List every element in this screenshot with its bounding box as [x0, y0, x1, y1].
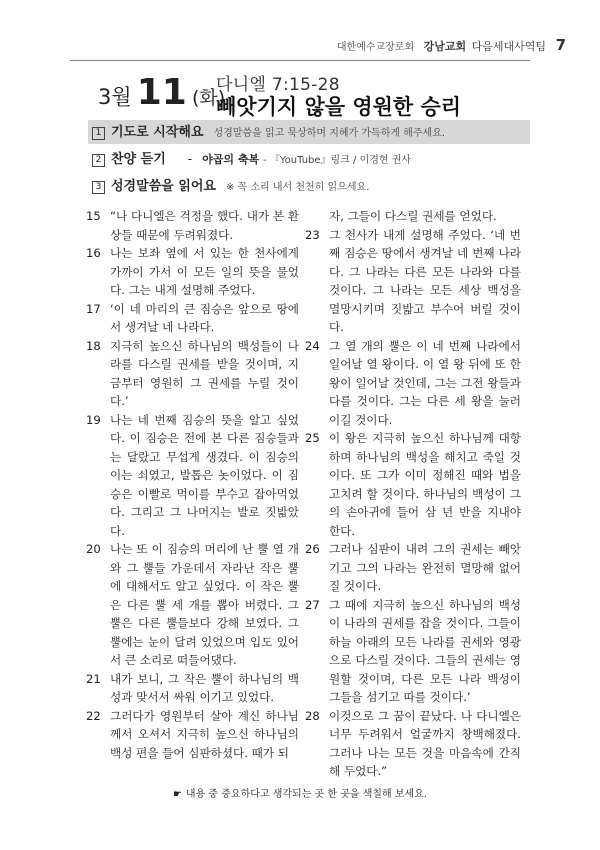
verse — [86, 300, 299, 337]
verse-number: 24 — [305, 338, 320, 353]
verse-number: 20 — [86, 542, 101, 556]
steps-list — [88, 120, 530, 201]
youtube-link[interactable]: - 『YouTube』링크 / 이경현 권사 — [263, 155, 412, 166]
verse — [305, 226, 521, 337]
date-block — [98, 72, 225, 113]
step-desc: 성경말씀을 읽고 묵상하며 지혜가 가득하게 해주세요. — [213, 128, 446, 139]
verse-text: 지극히 높으신 하나님의 백성들이 나라를 다스릴 권세를 받을 것이며, 지금부터 영원히 그 권세를 누릴 것이다.’ — [110, 338, 299, 408]
verse-number: 23 — [305, 227, 320, 242]
verse-number: 21 — [86, 671, 101, 686]
footer-note — [0, 785, 600, 800]
step-label: 찬양 듣기 — [111, 152, 166, 167]
date-day: 11 — [136, 72, 187, 113]
verse-number: 17 — [86, 301, 101, 316]
page-number: 7 — [555, 36, 566, 54]
verse-text: 그러다가 영원부터 살아 계신 하나님께서 오셔서 지극히 높으신 하나님의 백성 편을 들어 심판하셨다. 때가 되 — [110, 708, 299, 760]
step-label: 기도로 시작해요 — [111, 125, 204, 140]
verse-text: “나 다니엘은 걱정을 했다. 내가 본 환상들 때문에 두려워졌다. — [110, 209, 299, 242]
verse-text: 나는 또 이 짐승의 머리에 난 뿔 열 개와 그 뿔들 가운데서 자라난 작은 뿔에 대해서도 알고 싶었다. 이 작은 뿔은 다른 뿔 세 개를 뽑아 버렸다. 그 뿔은 다른 뿔들보다 강해 보였다. 그 뿔에는 눈이 달려 있었으며 입도 있어서 큰 소리로 떠들어댔다. — [110, 542, 299, 667]
verse — [305, 337, 521, 430]
verse — [305, 429, 521, 540]
step-number-box: 2 — [92, 154, 105, 167]
verse — [86, 244, 299, 300]
verse-number: 15 — [86, 209, 101, 223]
verse-number: 28 — [305, 708, 320, 723]
step-number-box: 3 — [92, 181, 105, 194]
verse-number: 19 — [86, 412, 101, 427]
passage-title: 빼앗기지 않을 영원한 승리 — [216, 95, 462, 119]
verse-text: 그 때에 지극히 높으신 하나님의 백성이 나라의 권세를 잡을 것이다. 그들이 하늘 아래의 모든 나라를 권세와 영광으로 다스릴 것이다. 그들의 권세는 영원할 것이며, 다른 모든 나라 백성이 그들을 섬기고 따를 것이다.’ — [329, 597, 521, 704]
verse-number: 22 — [86, 708, 101, 723]
verse — [305, 540, 521, 596]
verses-right-column — [305, 207, 521, 781]
header-divider — [70, 60, 530, 61]
verse — [305, 596, 521, 707]
verse — [86, 411, 299, 541]
verse-text: 이것으로 그 꿈이 끝났다. 나 다니엘은 너무 두려워서 얼굴까지 창백해졌다. 그러나 나는 모든 것을 마음속에 간직해 두었다.” — [329, 708, 521, 778]
verse — [86, 540, 299, 670]
verse — [305, 207, 521, 226]
verse-text: 자, 그들이 다스릴 권세를 얻었다. — [329, 209, 497, 223]
church-name: 강남교회 — [423, 40, 467, 53]
step-desc: ※ 꼭 소리 내서 천천히 읽으세요. — [226, 182, 370, 193]
org-name: 대한예수교장로회 — [336, 42, 415, 53]
verse-number: 18 — [86, 338, 101, 353]
step-dash: - — [187, 152, 193, 166]
verse — [86, 337, 299, 411]
verses-left-column — [86, 207, 299, 762]
step-praise — [88, 147, 530, 171]
verse — [86, 670, 299, 707]
page-header — [337, 36, 566, 54]
verse — [86, 207, 299, 244]
step-prayer — [88, 120, 530, 144]
verse-number: 16 — [86, 246, 101, 260]
verse-text: 그 열 개의 뿔은 이 네 번째 나라에서 일어날 열 왕이다. 이 열 왕 뒤에 또 한 왕이 일어날 것인데, 그는 그전 왕들과 다를 것이다. 그는 다른 세 왕을 눌러 이길 것이다. — [329, 338, 521, 427]
verse-number: 27 — [305, 597, 320, 612]
verse-text: 나는 네 번째 짐승의 뜻을 알고 싶었다. 이 짐승은 전에 본 다른 짐승들과는 달랐고 무섭게 생겼다. 이 짐승의 이는 쇠였고, 발톱은 놋이었다. 이 짐승은 이빨로 먹이를 부수고 잡아먹었다. 그리고 그 나머지는 발로 짓밟았다. — [110, 412, 299, 538]
passage-reference: 다니엘 7:15-28 — [216, 75, 340, 95]
song-title: 야곱의 축복 — [202, 153, 260, 166]
verse-number: 26 — [305, 542, 320, 556]
footer-text: 내용 중 중요하다고 생각되는 곳 한 곳을 색칠해 보세요. — [185, 789, 428, 800]
dept-name: 다음세대사역팀 — [471, 40, 547, 53]
step-label: 성경말씀을 읽어요 — [111, 179, 216, 194]
verse — [305, 707, 521, 781]
verse-text: ‘이 네 마리의 큰 짐승은 앞으로 땅에서 생겨날 네 나라다. — [110, 301, 299, 334]
date-month: 3월 — [98, 85, 132, 109]
pointing-hand-icon: ☛ — [172, 789, 182, 800]
verse-text: 그 천사가 내게 설명해 주었다. ‘네 번째 짐승은 땅에서 생겨날 네 번째 나라다. 그 나라는 다른 모든 나라와 다를 것이다. 그 나라는 모든 세상 백성을 멸망시키며 짓밟고 부수어 버릴 것이다. — [329, 227, 521, 334]
verse-number: 25 — [305, 431, 320, 445]
verse-text: 이 왕은 지극히 높으신 하나님께 대항하며 하나님의 백성을 해치고 죽일 것이다. 또 그가 이미 정해진 때와 법을 고치려 할 것이다. 하나님의 백성이 그의 손아귀에 들어 삼 년 반을 지내야 한다. — [329, 431, 521, 538]
verse — [86, 707, 299, 763]
verse-text: 그러나 심판이 내려 그의 권세는 빼앗기고 그의 나라는 완전히 멸망해 없어질 것이다. — [329, 542, 521, 593]
step-read — [88, 174, 530, 198]
verse-text: 내가 보니, 그 작은 뿔이 하나님의 백성과 맞서서 싸워 이기고 있었다. — [110, 671, 299, 704]
date-weekday: (화) — [191, 87, 226, 109]
verse-text: 나는 보좌 옆에 서 있는 한 천사에게 가까이 가서 이 모든 일의 뜻을 물었다. 그는 내게 설명해 주었다. — [110, 246, 299, 297]
step-number-box: 1 — [92, 127, 105, 140]
